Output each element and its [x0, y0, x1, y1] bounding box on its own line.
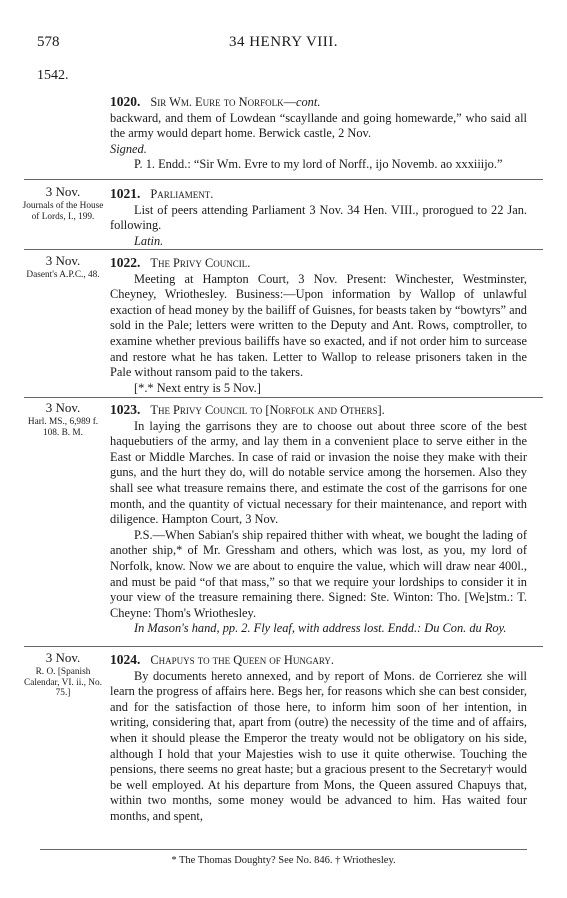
editor-note: [*.* Next entry is 5 Nov.]: [134, 380, 261, 395]
entry-1024: [110, 652, 527, 825]
entry-title: The Privy Council.: [150, 256, 251, 270]
entry-date: 3 Nov.: [45, 184, 81, 199]
running-head: 34 HENRY VIII.: [228, 34, 339, 50]
entry-1021: [110, 186, 527, 249]
divider: [24, 646, 543, 647]
margin-1021: [22, 186, 104, 222]
entry-number: 1023.: [110, 402, 141, 417]
divider: [24, 397, 543, 398]
postscript: P.S.—When Sabian's ship repaired thither with wheat, we bought the lading of another ship,* of Mr. Gressham and others, which was lost, as you, my lord of Norfolk, know. Now we are about to enquire the value, which will draw near 400l., and must be paid “of that mass,” so that we require your lordships to consider it in your view of the treasure remaining there. Signed: Ste. Winton: Tho. [We]stm.: T. Cheyne: Thom's Wriothesley.: [110, 527, 527, 620]
entry-text: In laying the garrisons they are to choose out about three score of the best haquebutiers of the army, and lay them in a convenient place to serve either in the East or Middle Marches. In case of raid or invasion the noise they make with their guns, and the hurt they do, will do notable service among the horsemen. Also they shall see what treasure remains there, and estimate the cost of the garrisons for one month, and the quantity of victual necessary for their maintenance, and report with diligence. Hampton Court, 3 Nov.: [110, 418, 527, 527]
entry-number: 1021.: [110, 186, 141, 201]
entry-number: 1024.: [110, 652, 141, 667]
entry-1022: [110, 255, 527, 396]
entry-date: 3 Nov.: [45, 400, 81, 415]
entry-text: By documents hereto annexed, and by report of Mons. de Corrierez she will learn the progress of affairs here. Begs her, for reasons which she can best consider, and for the satisfaction of those here, to inform him soon of her intention, in writing, considering that, apart from (outre) the necessity of the time and of affairs, when it should please the Emperor the treaty would not be obligatory on his side, although I hold that your Majesties wish to use it quite otherwise. Touching the pensions, there seems no great haste; but a gracious present to the Secretary† would be well employed. At his departure from Mons, the Queen assured Chapuys that, within two months, some money would be advanced to him. Has waited four months, and spent,: [110, 668, 527, 823]
entry-source: Dasent's A.P.C., 48.: [26, 270, 100, 280]
endorsement: P. 1. Endd.: “Sir Wm. Evre to my lord of Norff., ijo Novemb. ao xxxiiijo.”: [134, 157, 503, 172]
entry-number: 1022.: [110, 255, 141, 270]
signed-label: Signed.: [110, 141, 147, 156]
entry-title: Parliament.: [150, 187, 214, 201]
language-note: Latin.: [134, 233, 164, 248]
year-heading: 1542.: [37, 68, 69, 83]
entry-text: Meeting at Hampton Court, 3 Nov. Present: Winchester, Westminster, Cheyney, Wriothesley. Business:—Upon information by Wallop of unlawful exaction of head money by the bailiff of Guisnes, for beasts taken by “bowtyrs” and sold in the Pale; letters were written to the Deputy and Ant. Rows, comptroller, to examine whether previous bailiffs have so exacted, and if not order him to surcease and restore what he has taken. Letter to Wallop to release prisoners taken in the Pale without ransom paid to the takers.: [110, 271, 527, 380]
entry-number: 1020.: [110, 94, 141, 109]
footnote-rule: [40, 849, 527, 850]
entry-text: backward, and them of Lowdean “scayllande and going homewarde,” who said all the army would depart home. Berwick castle, 2 Nov.: [110, 110, 527, 141]
entry-text: List of peers attending Parliament 3 Nov. 34 Hen. VIII., prorogued to 22 Jan. following.: [110, 202, 527, 233]
entry-1023: [110, 402, 527, 637]
margin-1022: [22, 255, 104, 281]
footnote: * The Thomas Doughty? See No. 846. † Wriothesley.: [171, 855, 396, 866]
divider: [24, 249, 543, 250]
entry-cont: cont.: [295, 95, 321, 109]
margin-1023: [22, 402, 104, 438]
entry-title: Chapuys to the Queen of Hungary.: [150, 653, 334, 667]
entry-source: Harl. MS., 6,989 f. 108. B. M.: [27, 417, 99, 438]
entry-date: 3 Nov.: [45, 650, 81, 665]
entry-source: R. O. [Spanish Calendar, VI. ii., No. 75.]: [24, 667, 102, 698]
margin-1024: [22, 652, 104, 699]
entry-source: Journals of the House of Lords, I., 199.: [22, 201, 104, 222]
entry-date: 3 Nov.: [45, 253, 81, 268]
endorsement: In Mason's hand, pp. 2. Fly leaf, with address lost. Endd.: Du Con. du Roy.: [134, 621, 507, 636]
entry-title: The Privy Council to [Norfolk and Others].: [150, 403, 385, 417]
entry-title: Sir Wm. Eure to Norfolk—: [150, 95, 296, 109]
page-number: 578: [37, 34, 60, 50]
entry-1020: [110, 94, 527, 173]
divider: [24, 179, 543, 180]
